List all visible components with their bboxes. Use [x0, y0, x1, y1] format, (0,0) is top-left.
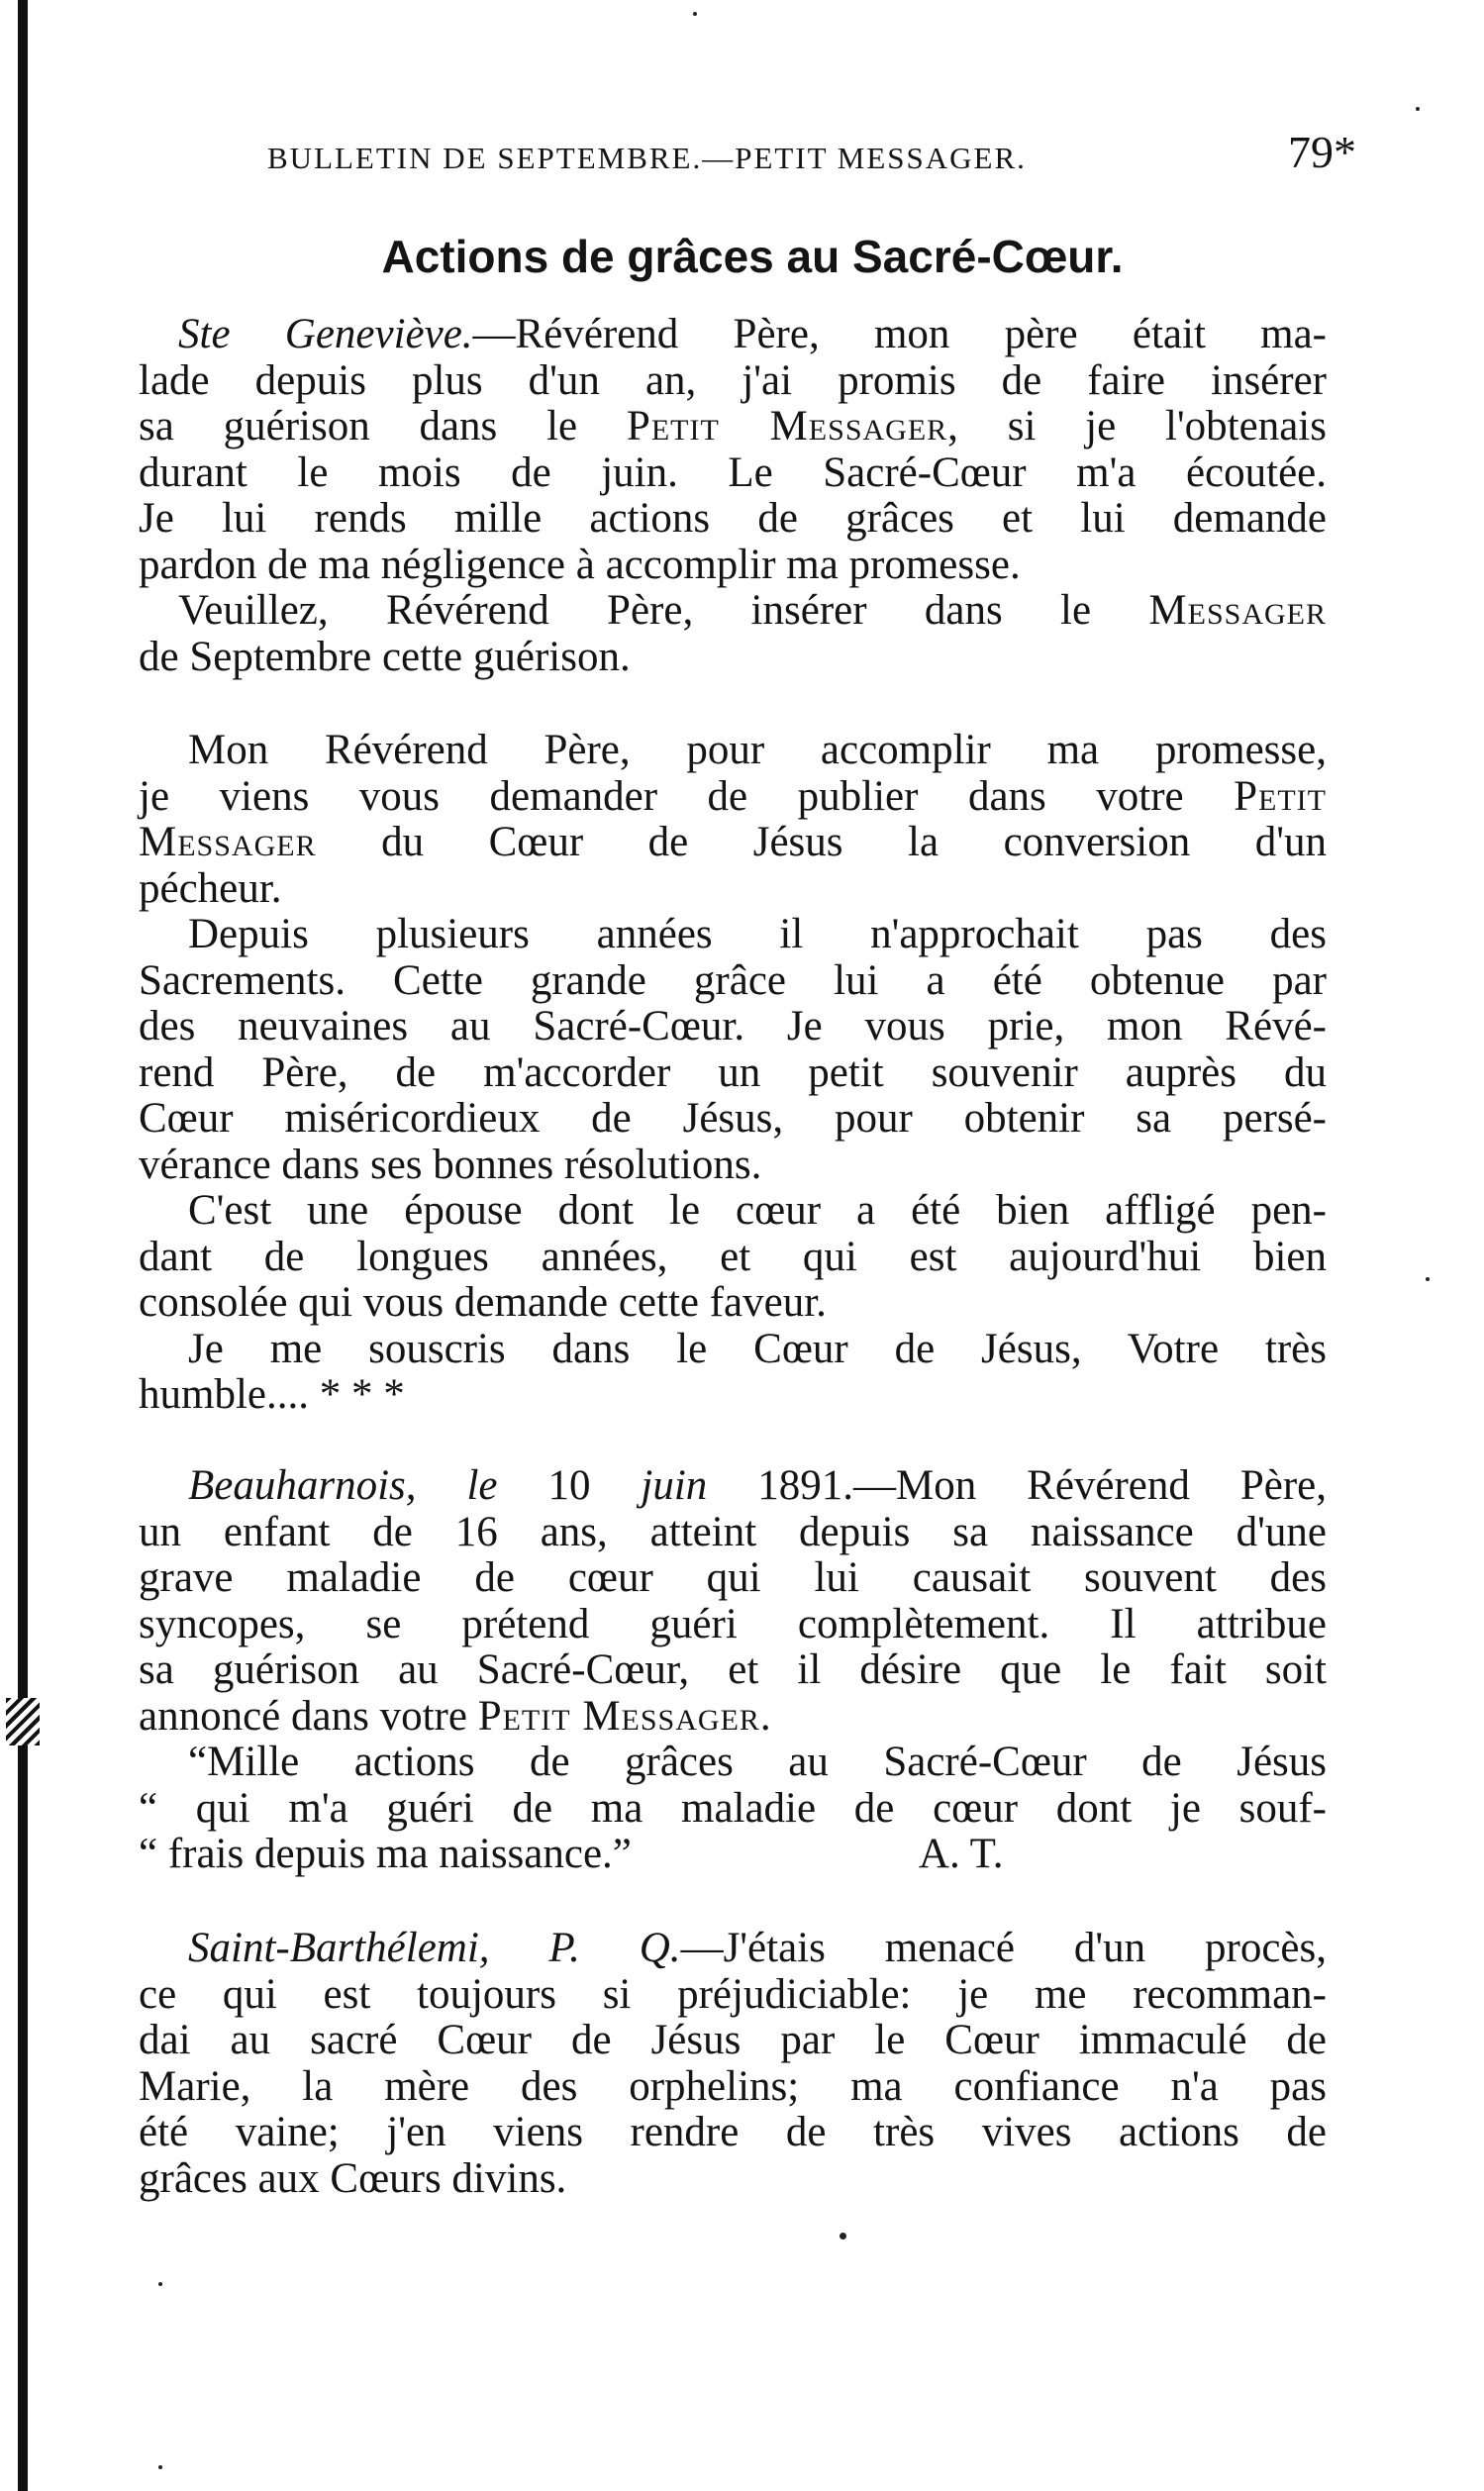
- text-line: annoncé dans votre Petit Messager.: [139, 1692, 771, 1740]
- text-line: rend Père, de m'accorder un petit souvenir auprès du: [139, 1048, 1327, 1096]
- text-line: de Septembre cette guérison.: [139, 633, 631, 680]
- scan-speck: [158, 2465, 162, 2469]
- text-line: grave maladie de cœur qui lui causait souvent des: [139, 1554, 1327, 1601]
- text-line: Je lui rends mille actions de grâces et lui demande: [139, 495, 1327, 542]
- text-line: lade depuis plus d'un an, j'ai promis de faire insérer: [139, 356, 1327, 404]
- scan-speck: [1416, 107, 1420, 111]
- text-line: sa guérison dans le Petit Messager, si je l'obtenais: [139, 403, 1327, 449]
- text-line: pécheur.: [139, 864, 282, 912]
- scan-speck: [158, 2282, 162, 2286]
- running-head-text: BULLETIN DE SEPTEMBRE.—PETIT MESSAGER.: [267, 141, 1027, 175]
- testimony-conversion: [139, 728, 1327, 1419]
- text-line: Veuillez, Révérend Père, insérer dans le Messager: [178, 587, 1327, 634]
- text-line: grâces aux Cœurs divins.: [139, 2154, 567, 2202]
- page-number: 79*: [1288, 127, 1356, 177]
- text-line: Saint-Barthélemi, P. Q.—J'étais menacé d'un procès,: [188, 1925, 1327, 1971]
- text-line: durant le mois de juin. Le Sacré-Cœur m'a écoutée.: [139, 448, 1327, 496]
- text-line: Je me souscris dans le Cœur de Jésus, Votre très: [188, 1325, 1327, 1372]
- testimony-beauharnois: [139, 1463, 1327, 1878]
- scan-speck: [1426, 1277, 1430, 1281]
- text-line: “ frais depuis ma naissance.” A. T.: [139, 1831, 1004, 1877]
- scan-speck: [840, 2233, 846, 2240]
- testimony-ste-genevieve: [139, 312, 1327, 680]
- page-binding-edge: [18, 0, 28, 2491]
- text-line: Marie, la mère des orphelins; ma confiance n'a pas: [139, 2062, 1327, 2110]
- text-line: je viens vous demander de publier dans votre Petit: [139, 772, 1327, 820]
- text-line: vérance dans ses bonnes résolutions.: [139, 1141, 762, 1188]
- text-line: dant de longues années, et qui est aujourd'hui bien: [139, 1233, 1327, 1280]
- text-line: syncopes, se prétend guéri complètement. Il attribue: [139, 1600, 1327, 1647]
- text-line: Beauharnois, le 10 juin 1891.—Mon Révérend Père,: [188, 1462, 1327, 1509]
- binding-damage-mark: [6, 1698, 40, 1745]
- text-line: pardon de ma négligence à accomplir ma promesse.: [139, 541, 1021, 588]
- text-line: des neuvaines au Sacré-Cœur. Je vous prie, mon Révé-: [139, 1003, 1327, 1049]
- text-line: Depuis plusieurs années il n'approchait pas des: [188, 911, 1327, 957]
- text-line: dai au sacré Cœur de Jésus par le Cœur immaculé de: [139, 2017, 1327, 2063]
- text-line: “ qui m'a guéri de ma maladie de cœur dont je souf-: [139, 1784, 1327, 1832]
- text-line: Cœur miséricordieux de Jésus, pour obtenir sa persé-: [139, 1095, 1327, 1142]
- testimony-saint-barthelemi: [139, 1926, 1327, 2202]
- text-line: ce qui est toujours si préjudiciable: je me recomman-: [139, 1970, 1327, 2018]
- text-line: “Mille actions de grâces au Sacré-Cœur de Jésus: [188, 1739, 1327, 1785]
- text-line: un enfant de 16 ans, atteint depuis sa naissance d'une: [139, 1508, 1327, 1555]
- running-head: [267, 127, 1356, 186]
- scan-speck: [693, 12, 697, 16]
- text-line: Ste Geneviève.—Révérend Père, mon père était ma-: [178, 311, 1327, 357]
- text-line: sa guérison au Sacré-Cœur, et il désire que le fait soit: [139, 1646, 1327, 1693]
- signature-initials: A. T.: [918, 1831, 1004, 1877]
- text-line: Sacrements. Cette grande grâce lui a été obtenue par: [139, 956, 1327, 1004]
- article-title: Actions de grâces au Sacré-Cœur.: [381, 231, 1124, 282]
- text-line: C'est une épouse dont le cœur a été bien affligé pen-: [188, 1187, 1327, 1234]
- text-line: Mon Révérend Père, pour accomplir ma promesse,: [188, 727, 1327, 773]
- text-line: humble.... * * *: [139, 1371, 405, 1418]
- text-line: consolée qui vous demande cette faveur.: [139, 1279, 827, 1326]
- text-line: Messager du Cœur de Jésus la conversion d'un: [139, 819, 1327, 865]
- text-line: été vaine; j'en viens rendre de très vives actions de: [139, 2109, 1327, 2155]
